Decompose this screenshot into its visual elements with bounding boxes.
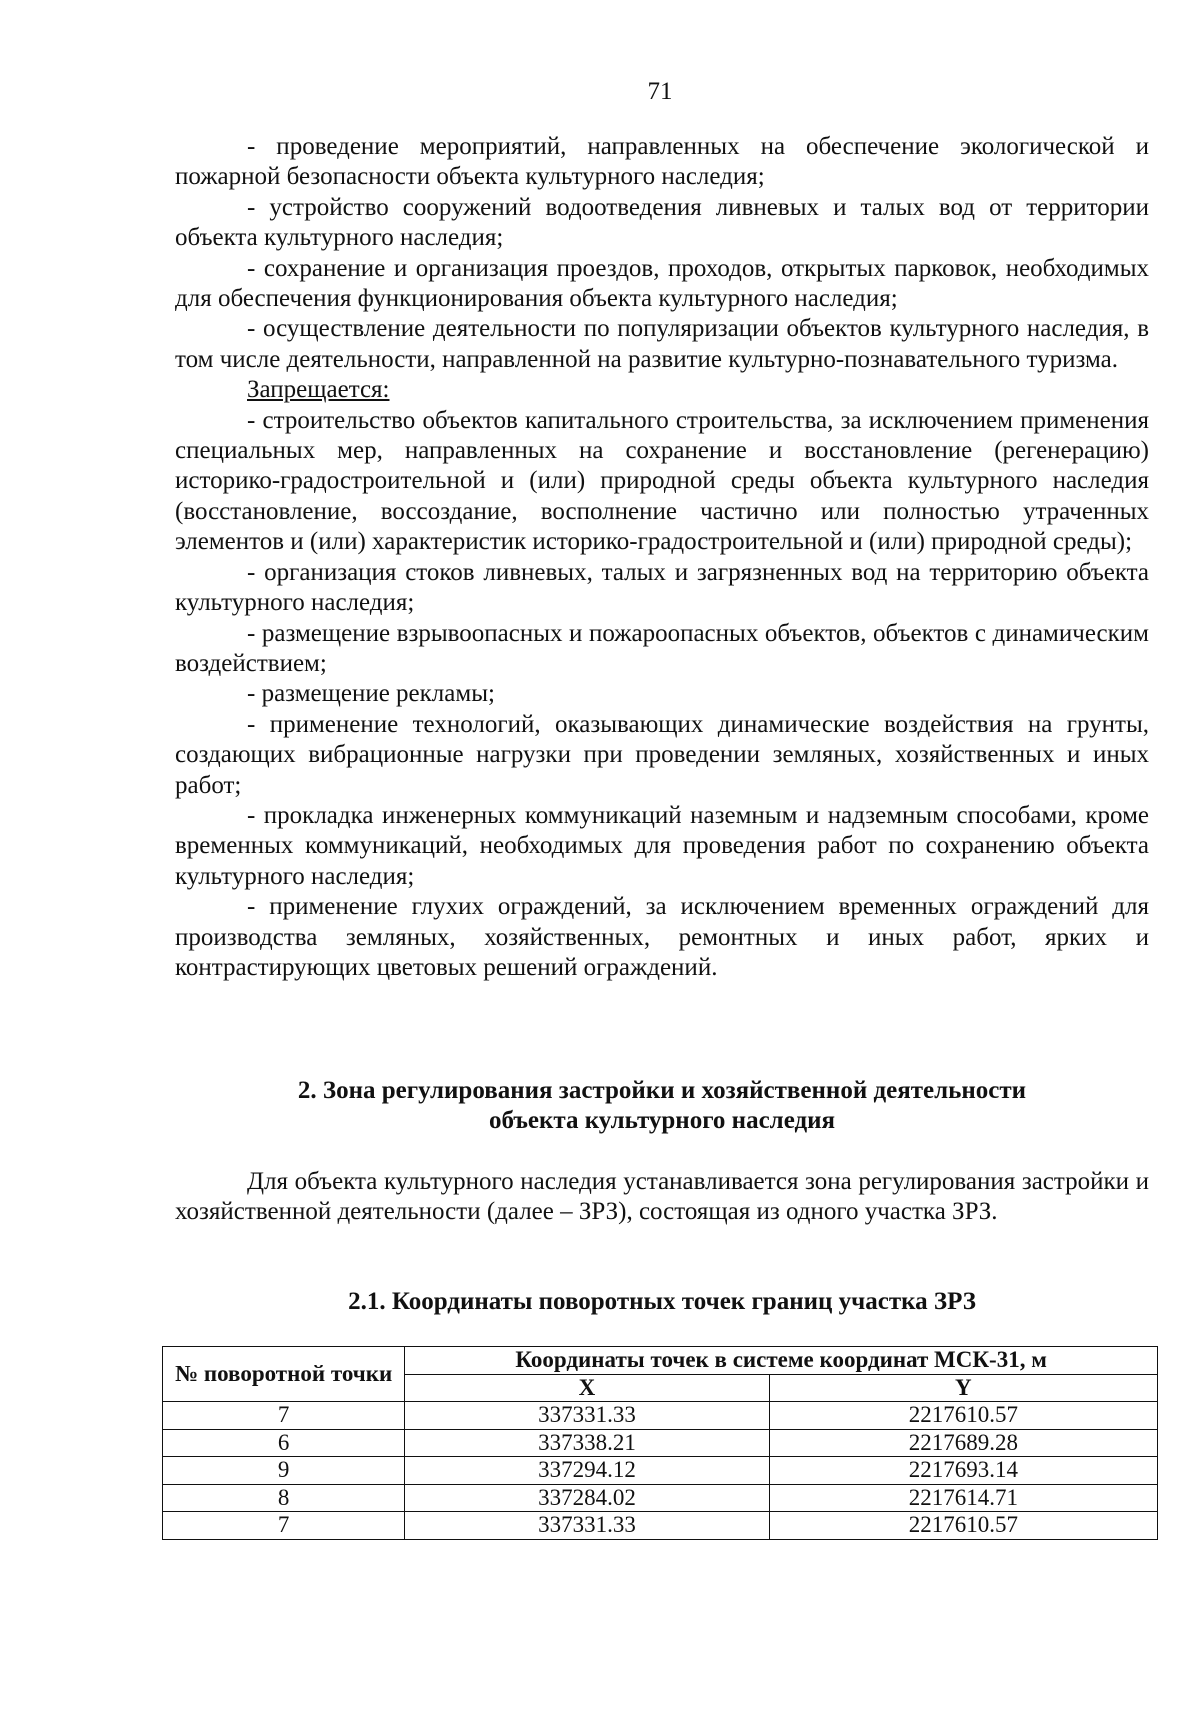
table-row bbox=[163, 1402, 1158, 1430]
section-intro: Для объекта культурного наследия устанавливается зона регулирования застройки и хозяйственной деятельности (далее – ЗРЗ), состоящая из одного участка ЗРЗ. bbox=[175, 1168, 1149, 1226]
paragraph: - размещение взрывоопасных и пожароопасных объектов, объектов с динамическим воздействием; bbox=[175, 619, 1149, 677]
cell-x: 337294.12 bbox=[405, 1457, 769, 1485]
cell-y: 2217689.28 bbox=[769, 1429, 1157, 1457]
paragraph: - применение глухих ограждений, за исключением временных ограждений для производства земляных, хозяйственных, ремонтных и иных работ, ярких и контрастирующих цветовых решений ограждений. bbox=[175, 893, 1149, 981]
cell-point: 8 bbox=[163, 1484, 405, 1512]
paragraph: - сохранение и организация проездов, проходов, открытых парковок, необходимых для обеспечения функционирования объекта культурного наследия; bbox=[175, 254, 1149, 313]
cell-x: 337338.21 bbox=[405, 1429, 769, 1457]
cell-point: 7 bbox=[163, 1512, 405, 1540]
cell-x: 337331.33 bbox=[405, 1512, 769, 1540]
paragraph: - осуществление деятельности по популяризации объектов культурного наследия, в том числе деятельности, направленной на развитие культурно-познавательного туризма. bbox=[175, 315, 1149, 373]
paragraph: - строительство объектов капитального строительства, за исключением применения специальных мер, направленных на сохранение и восстановление (регенерацию) историко-градостроительной и (или) природной среды объекта культурного наследия (восстановление, воссоздание, восполнение частично или полностью утраченных элементов и (или) характеристик историко-градостроительной и (или) природной среды); bbox=[175, 406, 1149, 556]
table-row bbox=[163, 1484, 1158, 1512]
paragraph: - прокладка инженерных коммуникаций наземным и надземным способами, кроме временных коммуникаций, необходимых для проведения работ по сохранению объекта культурного наследия; bbox=[175, 801, 1149, 890]
cell-point: 9 bbox=[163, 1457, 405, 1485]
table-title: 2.1. Координаты поворотных точек границ участка ЗРЗ bbox=[348, 1288, 976, 1315]
cell-x: 337284.02 bbox=[405, 1484, 769, 1512]
cell-point: 7 bbox=[163, 1402, 405, 1430]
header-point: № поворотной точки bbox=[163, 1347, 405, 1402]
paragraph: - применение технологий, оказывающих динамические воздействия на грунты, создающих вибрационные нагрузки при проведении земляных, хозяйственных и иных работ; bbox=[175, 710, 1149, 799]
cell-x: 337331.33 bbox=[405, 1402, 769, 1430]
section-heading-line1: 2. Зона регулирования застройки и хозяйственной деятельности bbox=[297, 1077, 1027, 1104]
table-row bbox=[163, 1429, 1158, 1457]
cell-point: 6 bbox=[163, 1429, 405, 1457]
cell-y: 2217693.14 bbox=[769, 1457, 1157, 1485]
body-text bbox=[175, 132, 1149, 983]
cell-y: 2217610.57 bbox=[769, 1512, 1157, 1540]
page-number: 71 bbox=[647, 78, 673, 105]
section-heading bbox=[175, 1076, 1149, 1137]
table-row bbox=[163, 1457, 1158, 1485]
paragraph: - проведение мероприятий, направленных на обеспечение экологической и пожарной безопасности объекта культурного наследия; bbox=[175, 133, 1149, 191]
paragraph: - устройство сооружений водоотведения ливневых и талых вод от территории объекта культурного наследия; bbox=[175, 193, 1149, 252]
paragraph: - размещение рекламы; bbox=[247, 680, 495, 708]
header-y: Y bbox=[769, 1374, 1157, 1402]
paragraph: - организация стоков ливневых, талых и загрязненных вод на территорию объекта культурного наследия; bbox=[175, 558, 1149, 617]
cell-y: 2217610.57 bbox=[769, 1402, 1157, 1430]
cell-y: 2217614.71 bbox=[769, 1484, 1157, 1512]
header-coords: Координаты точек в системе координат МСК-31, м bbox=[405, 1347, 1158, 1375]
prohibited-heading: Запрещается: bbox=[247, 376, 390, 404]
table-row bbox=[163, 1512, 1158, 1540]
coordinates-table bbox=[162, 1346, 1158, 1540]
section-heading-line2: объекта культурного наследия bbox=[488, 1107, 836, 1135]
header-x: X bbox=[405, 1374, 769, 1402]
